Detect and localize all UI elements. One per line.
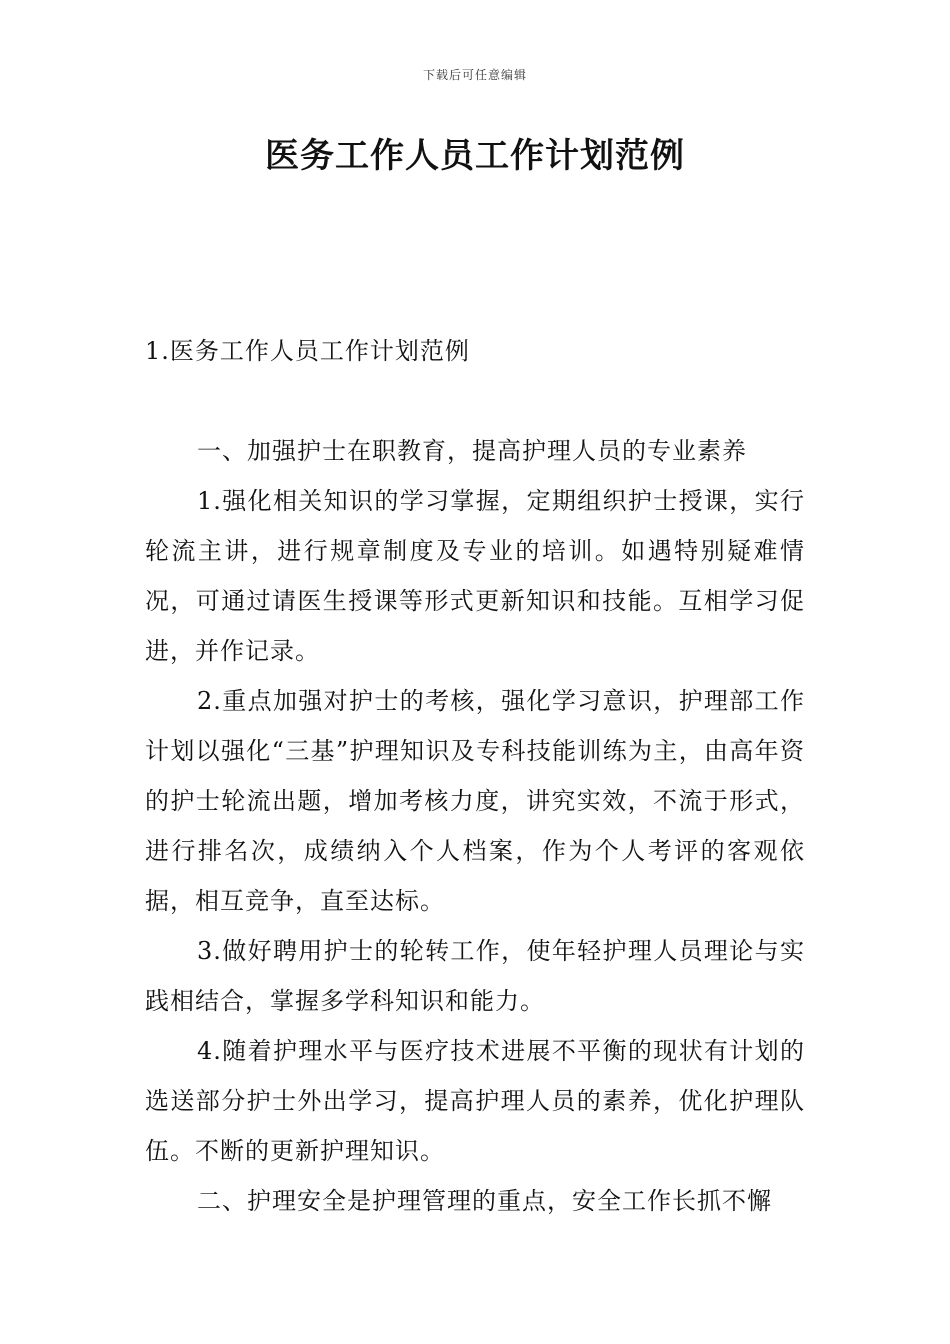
paragraph-item-1: 1.强化相关知识的学习掌握，定期组织护士授课，实行轮流主讲，进行规章制度及专业的培训。如遇特别疑难情况，可通过请医生授课等形式更新知识和技能。互相学习促进，并作记录。 bbox=[145, 487, 805, 665]
paragraph-item-4: 4.随着护理水平与医疗技术进展不平衡的现状有计划的选送部分护士外出学习，提高护理人员的素养，优化护理队伍。不断的更新护理知识。 bbox=[145, 1037, 805, 1165]
paragraph-item-3: 3.做好聘用护士的轮转工作，使年轻护理人员理论与实践相结合，掌握多学科知识和能力。 bbox=[145, 937, 805, 1015]
header-note: 下载后可任意编辑 bbox=[422, 68, 527, 82]
paragraph-item-2: 2.重点加强对护士的考核，强化学习意识，护理部工作计划以强化“三基”护理知识及专科技能训练为主，由高年资的护士轮流出题，增加考核力度，讲究实效，不流于形式，进行排名次，成绩纳入个人档案，作为个人考评的客观依据，相互竞争，直至达标。 bbox=[145, 687, 805, 915]
paragraph-section-2-heading: 二、护理安全是护理管理的重点，安全工作长抓不懈 bbox=[197, 1187, 772, 1215]
document-title: 医务工作人员工作计划范例 bbox=[265, 136, 685, 176]
paragraph-section-1-heading: 一、加强护士在职教育，提高护理人员的专业素养 bbox=[197, 437, 747, 465]
document-body bbox=[145, 426, 805, 1226]
section-subheading: 1.医务工作人员工作计划范例 bbox=[145, 337, 470, 365]
